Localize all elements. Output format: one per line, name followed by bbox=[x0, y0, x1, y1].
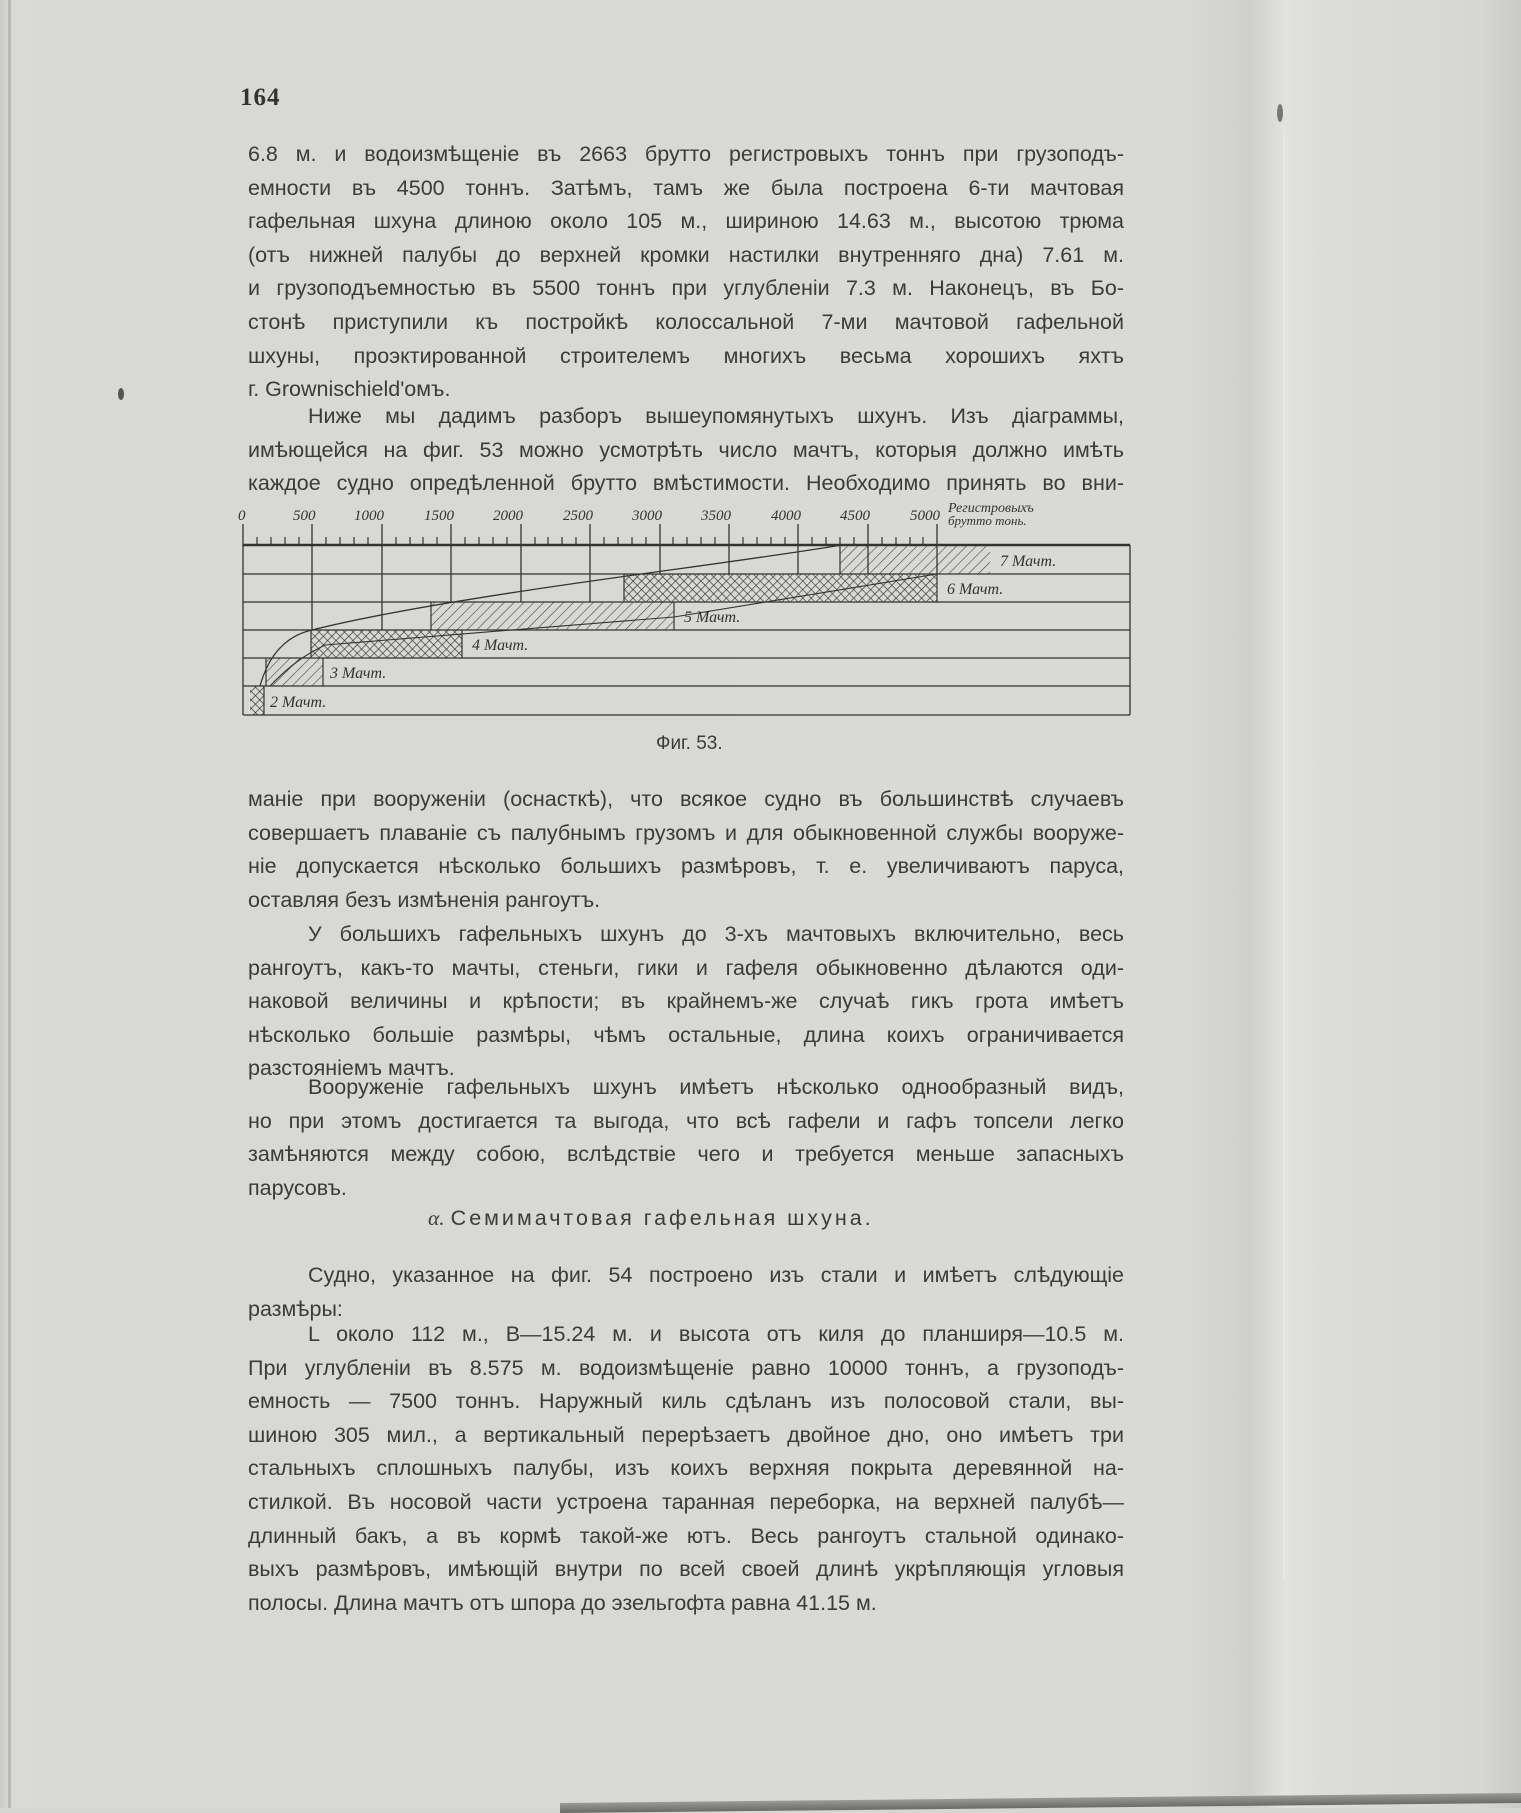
text-line: стилкой. Въ носовой части устроена таранная переборка, на верхней палубѣ— bbox=[248, 1489, 1124, 1514]
text-line: Ниже мы дадимъ разборъ вышеупомянутыхъ шхунъ. Изъ діаграммы, bbox=[308, 404, 1124, 428]
row-label-4: 4 Мачт. bbox=[472, 637, 529, 654]
section-title: Семимачтовая гафельная шхуна. bbox=[450, 1206, 874, 1230]
text-line: стонѣ приступили къ постройкѣ колоссальной 7-ми мачтовой гафельной bbox=[248, 309, 1124, 334]
text-line: шхуны, проэктированной строителемъ многихъ весьма хорошихъ яхтъ bbox=[248, 343, 1124, 368]
text-line: гафельная шхуна длиною около 105 м., шириною 14.63 м., высотою трюма bbox=[248, 209, 1124, 234]
text-line: При углубленіи въ 8.575 м. водоизмѣщеніе равно 10000 тоннъ, а грузоподъ- bbox=[248, 1355, 1124, 1380]
tick-label: 1500 bbox=[424, 508, 454, 524]
text-line: размѣры: bbox=[248, 1296, 343, 1321]
text-line: емность — 7500 тоннъ. Наружный киль сдѣланъ изъ полосовой стали, вы- bbox=[248, 1389, 1124, 1414]
paragraph-2 bbox=[248, 400, 1124, 501]
text-line: У большихъ гафельныхъ шхунъ до 3-хъ мачтовыхъ включительно, весь bbox=[308, 922, 1124, 946]
text-line: (отъ нижней палубы до верхней кромки настилки внутренняго дна) 7.61 м. bbox=[248, 242, 1124, 267]
figure-caption: Фиг. 53. bbox=[656, 733, 723, 754]
text-line: имѣющейся на фиг. 53 можно усмотрѣть число мачтъ, которыя должно имѣть bbox=[248, 437, 1124, 462]
text-line: шиною 305 мил., а вертикальный перерѣзаетъ двойное дно, оно имѣетъ три bbox=[248, 1422, 1124, 1447]
bar-5-masts bbox=[431, 602, 674, 630]
row-label-7: 7 Мачт. bbox=[1000, 553, 1057, 570]
text-line: рангоутъ, какъ-то мачты, стеньги, гики и гафеля обыкновенно дѣлаются оди- bbox=[248, 955, 1124, 980]
text-line: но при этомъ достигается та выгода, что всѣ гафели и гафъ топсели легко bbox=[248, 1108, 1124, 1133]
text-line: Вооруженіе гафельныхъ шхунъ имѣетъ нѣсколько однообразный видъ, bbox=[308, 1075, 1124, 1099]
text-line: оставляя безъ измѣненія рангоутъ. bbox=[248, 887, 601, 912]
text-line: совершаетъ плаваніе съ палубнымъ грузомъ и для обыкновенной службы вооруже- bbox=[248, 820, 1124, 845]
tick-label: 4000 bbox=[771, 508, 801, 524]
text-line: 6.8 м. и водоизмѣщеніе въ 2663 брутто регистровыхъ тоннъ при грузоподъ- bbox=[248, 142, 1124, 166]
tick-label: 1000 bbox=[354, 508, 384, 524]
paragraph-6 bbox=[248, 1259, 1124, 1326]
text-line: наковой величины и крѣпости; въ крайнемъ-же случаѣ гикъ грота имѣетъ bbox=[248, 989, 1124, 1014]
tick-label: 0 bbox=[238, 508, 246, 524]
text-line: выхъ размѣровъ, имѣющій внутри по всей своей длинѣ укрѣпляющія угловыя bbox=[248, 1557, 1124, 1582]
page-left-edge bbox=[8, 0, 11, 1808]
row-label-5: 5 Мачт. bbox=[684, 609, 741, 626]
section-heading bbox=[428, 1206, 874, 1231]
tick-label: 500 bbox=[293, 508, 316, 524]
figure-53-diagram bbox=[230, 500, 1150, 740]
binding-crease bbox=[1283, 130, 1285, 1580]
text-line: полосы. Длина мачтъ отъ шпора до эзельгофта равна 41.15 м. bbox=[248, 1590, 877, 1615]
tick-label: 4500 bbox=[840, 508, 870, 524]
row-lines bbox=[243, 545, 1130, 715]
text-line: маніе при вооруженіи (оснасткѣ), что всякое судно въ большинствѣ случаевъ bbox=[248, 787, 1124, 811]
bar-7-masts bbox=[840, 546, 990, 574]
row-label-6: 6 Мачт. bbox=[947, 581, 1004, 598]
tick-label: 3000 bbox=[632, 508, 662, 524]
tick-label: 5000 bbox=[910, 508, 940, 524]
text-line: г. Grownischield'омъ. bbox=[248, 377, 451, 402]
ink-speck bbox=[118, 388, 124, 400]
tick-label: 2500 bbox=[563, 508, 593, 524]
unit-label: Регистровыхъ bbox=[948, 501, 1034, 516]
bar-2-masts bbox=[250, 686, 264, 715]
text-line: нѣсколько большіе размѣры, чѣмъ остальные, длина коихъ ограничивается bbox=[248, 1022, 1124, 1047]
section-marker: α. bbox=[428, 1206, 445, 1230]
unit-label: брутто тонь. bbox=[948, 513, 1027, 528]
paragraph-5 bbox=[248, 1071, 1124, 1205]
text-line: парусовъ. bbox=[248, 1175, 347, 1200]
row-label-2: 2 Мачт. bbox=[270, 694, 327, 711]
text-line: каждое судно опредѣленной брутто вмѣстимости. Необходимо принять во вни- bbox=[248, 471, 1124, 496]
text-line: L около 112 м., B—15.24 м. и высота отъ киля до планширя—10.5 м. bbox=[308, 1322, 1124, 1346]
axis-tick-labels bbox=[238, 501, 1034, 528]
tick-label: 3500 bbox=[701, 508, 731, 524]
ink-mark bbox=[1277, 104, 1283, 122]
text-line: стальныхъ сплошныхъ палубы, изъ коихъ верхняя покрыта деревянной на- bbox=[248, 1456, 1124, 1481]
tick-label: 2000 bbox=[493, 508, 523, 524]
paragraph-1 bbox=[248, 138, 1124, 407]
text-line: ніе допускается нѣсколько большихъ размѣровъ, т. е. увеличиваютъ паруса, bbox=[248, 854, 1124, 879]
page-number: 164 bbox=[240, 84, 281, 111]
text-line: замѣняются между собою, вслѣдствіе чего и требуется меньше запасныхъ bbox=[248, 1142, 1124, 1167]
paragraph-7 bbox=[248, 1318, 1124, 1620]
paragraph-4 bbox=[248, 918, 1124, 1086]
text-line: емности въ 4500 тоннъ. Затѣмъ, тамъ же была построена 6-ти мачтовая bbox=[248, 175, 1124, 200]
row-label-3: 3 Мачт. bbox=[330, 665, 387, 682]
text-line: длинный бакъ, а въ кормѣ такой-же ютъ. Весь рангоутъ стальной одинако- bbox=[248, 1523, 1124, 1548]
text-line: разстояніемъ мачтъ. bbox=[248, 1056, 455, 1081]
text-line: и грузоподъемностью въ 5500 тоннъ при углубленіи 7.3 м. Наконецъ, въ Бо- bbox=[248, 276, 1124, 301]
paragraph-3 bbox=[248, 783, 1124, 917]
text-line: Судно, указанное на фиг. 54 построено изъ стали и имѣетъ слѣдующіе bbox=[308, 1263, 1124, 1287]
bar-6-masts bbox=[624, 574, 937, 602]
